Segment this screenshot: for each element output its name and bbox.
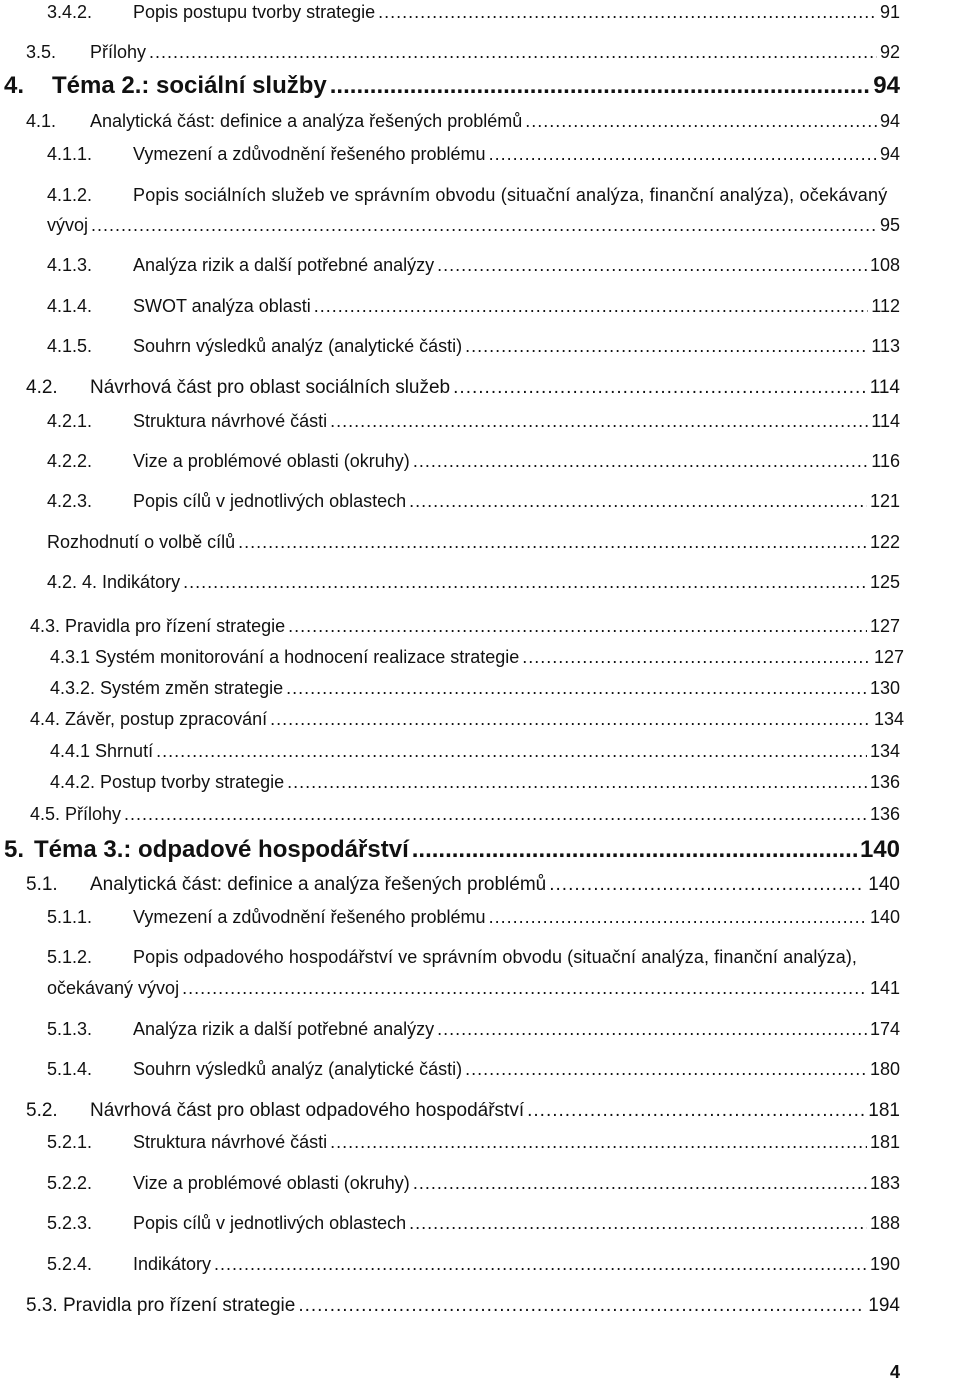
- toc-entry[interactable]: 5.2.1. Struktura návrhové části ..... 181: [47, 1130, 900, 1154]
- toc-entry[interactable]: 5.1.3. Analýza rizik a další potřebné analýzy ..... 174: [47, 1017, 900, 1041]
- toc-chapter-entry[interactable]: 5. Téma 3.: odpadové hospodářství ..... 140: [4, 834, 900, 866]
- toc-entry[interactable]: 4.2. 4. Indikátory ..... 125: [47, 570, 900, 594]
- toc-entry[interactable]: 4.1.3. Analýza rizik a další potřebné analýzy ..... 108: [47, 253, 900, 277]
- toc-entry[interactable]: 4.1.5. Souhrn výsledků analýz (analytické části) ..... 113: [47, 334, 900, 358]
- toc-entry[interactable]: Rozhodnutí o volbě cílů ..... 122: [47, 530, 900, 554]
- toc-entry[interactable]: 4.3.1 Systém monitorování a hodnocení realizace strategie ..... 127: [50, 645, 904, 669]
- toc-entry[interactable]: 5.2. Návrhová část pro oblast odpadového hospodářství ..... 181: [26, 1099, 900, 1123]
- toc-entry[interactable]: 4.4. Závěr, postup zpracování ..... 134: [30, 707, 904, 731]
- toc-chapter-entry[interactable]: 4. Téma 2.: sociální služby ..... 94: [4, 70, 900, 102]
- toc-entry[interactable]: 5.1.1. Vymezení a zdůvodnění řešeného problému ..... 140: [47, 905, 900, 929]
- toc-entry[interactable]: 4.3.2. Systém změn strategie ..... 130: [50, 676, 900, 700]
- toc-entry[interactable]: 4.2. Návrhová část pro oblast sociálních služeb ..... 114: [26, 376, 900, 400]
- toc-entry[interactable]: 4.4.2. Postup tvorby strategie ..... 136: [50, 770, 900, 794]
- toc-entry[interactable]: 5.3. Pravidla pro řízení strategie ..... 194: [26, 1294, 900, 1318]
- toc-entry[interactable]: 4.1. Analytická část: definice a analýza řešených problémů ..... 94: [26, 109, 900, 133]
- toc-entry-continuation[interactable]: vývoj ..... 95: [47, 213, 900, 237]
- toc-entry[interactable]: 5.2.2. Vize a problémové oblasti (okruhy) ..... 183: [47, 1171, 900, 1195]
- toc-entry[interactable]: 4.1.4. SWOT analýza oblasti ..... 112: [47, 294, 900, 318]
- toc-entry[interactable]: 4.2.2. Vize a problémové oblasti (okruhy) ..... 116: [47, 449, 900, 473]
- toc-entry[interactable]: 4.1.2. Popis sociálních služeb ve správním obvodu (situační analýza, finanční analýza), očekávaný: [47, 185, 888, 205]
- toc-entry[interactable]: 5.2.4. Indikátory ..... 190: [47, 1252, 900, 1276]
- toc-entry[interactable]: 5.1.2. Popis odpadového hospodářství ve správním obvodu (situační analýza, finanční analýza),: [47, 947, 858, 967]
- toc-entry[interactable]: 5.2.3. Popis cílů v jednotlivých oblastech ..... 188: [47, 1211, 900, 1235]
- toc-entry[interactable]: 5.1. Analytická část: definice a analýza řešených problémů ..... 140: [26, 873, 900, 897]
- toc-entry[interactable]: 4.2.3. Popis cílů v jednotlivých oblastech ..... 121: [47, 489, 900, 513]
- toc-entry[interactable]: 5.1.4. Souhrn výsledků analýz (analytické části) ..... 180: [47, 1057, 900, 1081]
- toc-entry[interactable]: 3.5. Přílohy ..... 92: [26, 40, 900, 64]
- toc-entry[interactable]: 4.1.1. Vymezení a zdůvodnění řešeného problému ..... 94: [47, 142, 900, 166]
- toc-entry-continuation[interactable]: očekávaný vývoj ..... 141: [47, 976, 900, 1000]
- toc-entry[interactable]: 4.3. Pravidla pro řízení strategie ..... 127: [30, 614, 900, 638]
- toc-entry[interactable]: 4.4.1 Shrnutí ..... 134: [50, 739, 900, 763]
- toc-entry[interactable]: 4.5. Přílohy ..... 136: [30, 802, 900, 826]
- page-number: 4: [889, 1362, 900, 1382]
- toc-entry[interactable]: 4.2.1. Struktura návrhové části ..... 114: [47, 409, 900, 433]
- toc-entry[interactable]: 3.4.2. Popis postupu tvorby strategie ..... 91: [47, 0, 900, 24]
